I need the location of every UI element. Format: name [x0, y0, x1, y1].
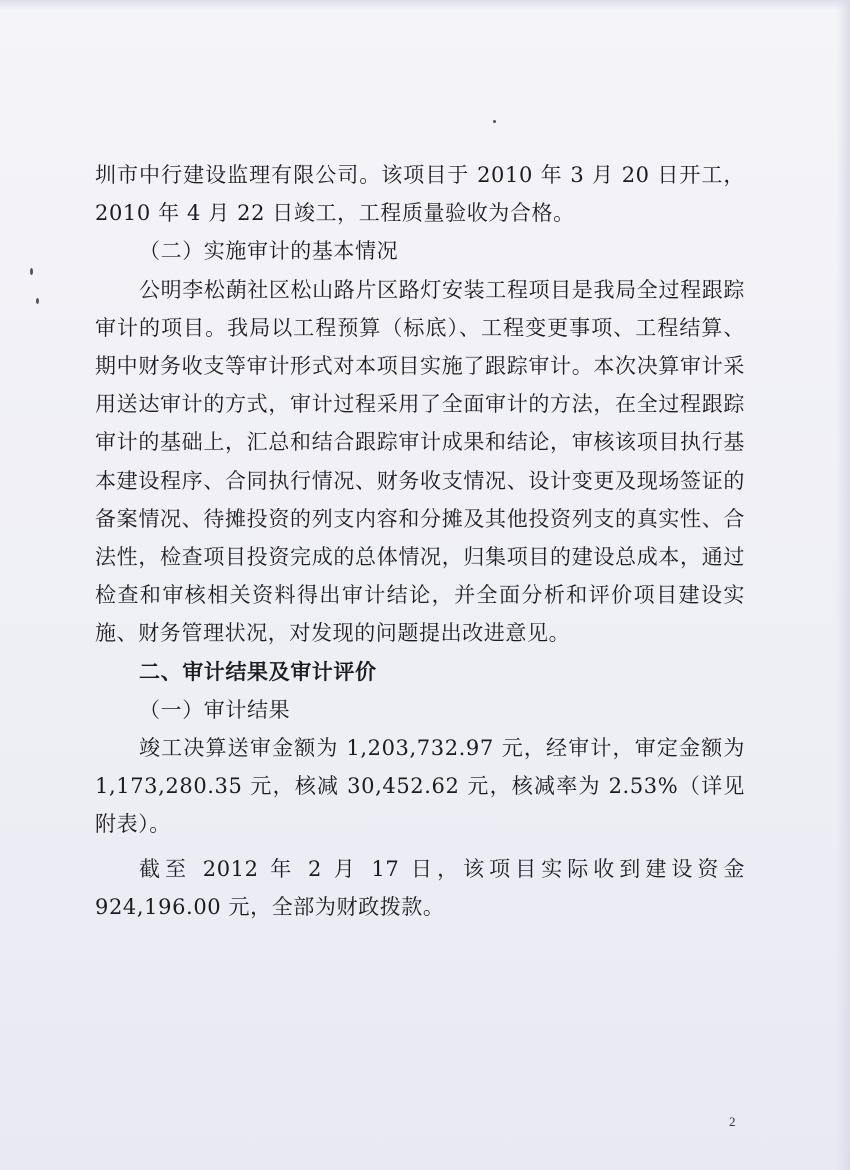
scan-shadow-top: [0, 0, 850, 10]
heading-audit-results-evaluation: 二、审计结果及审计评价: [139, 659, 377, 684]
page-number: 2: [729, 1114, 736, 1129]
scan-speck: [493, 120, 496, 123]
subheading-audit-basic-situation: （二）实施审计的基本情况: [139, 239, 399, 264]
paragraph-funds-received: 截至 2012 年 2 月 17 日，该项目实际收到建设资金 924,196.00 元，全部为财政拨款。: [95, 856, 745, 919]
document-body: [95, 156, 745, 926]
scan-shadow-right: [836, 0, 850, 1170]
scan-speck: [36, 298, 39, 304]
paragraph-contractor-dates: 圳市中行建设监理有限公司。该项目于 2010 年 3 月 20 日开工，2010 年 4 月 22 日竣工，工程质量验收为合格。: [95, 163, 745, 226]
paragraph-audit-description: 公明李松蓢社区松山路片区路灯安装工程项目是我局全过程跟踪审计的项目。我局以工程预算（标底）、工程变更事项、工程结算、期中财务收支等审计形式对本项目实施了跟踪审计。本次决算审计采用送达审计的方式，审计过程采用了全面审计的方法，在全过程跟踪审计的基础上，汇总和结合跟踪审计成果和结论，审核该项目执行基本建设程序、合同执行情况、财务收支情况、设计变更及现场签证的备案情况、待摊投资的列支内容和分摊及其他投资列支的真实性、合法性，检查项目投资完成的总体情况，归集项目的建设总成本，通过检查和审核相关资料得出审计结论，并全面分析和评价项目建设实施、财务管理状况，对发现的问题提出改进意见。: [95, 277, 745, 646]
paragraph-audit-amounts: 竣工决算送审金额为 1,203,732.97 元，经审计，审定金额为 1,173,280.35 元，核减 30,452.62 元，核减率为 2.53%（详见附表）。: [95, 736, 745, 837]
scan-speck: [30, 268, 33, 275]
subheading-audit-results: （一）审计结果: [139, 697, 291, 722]
